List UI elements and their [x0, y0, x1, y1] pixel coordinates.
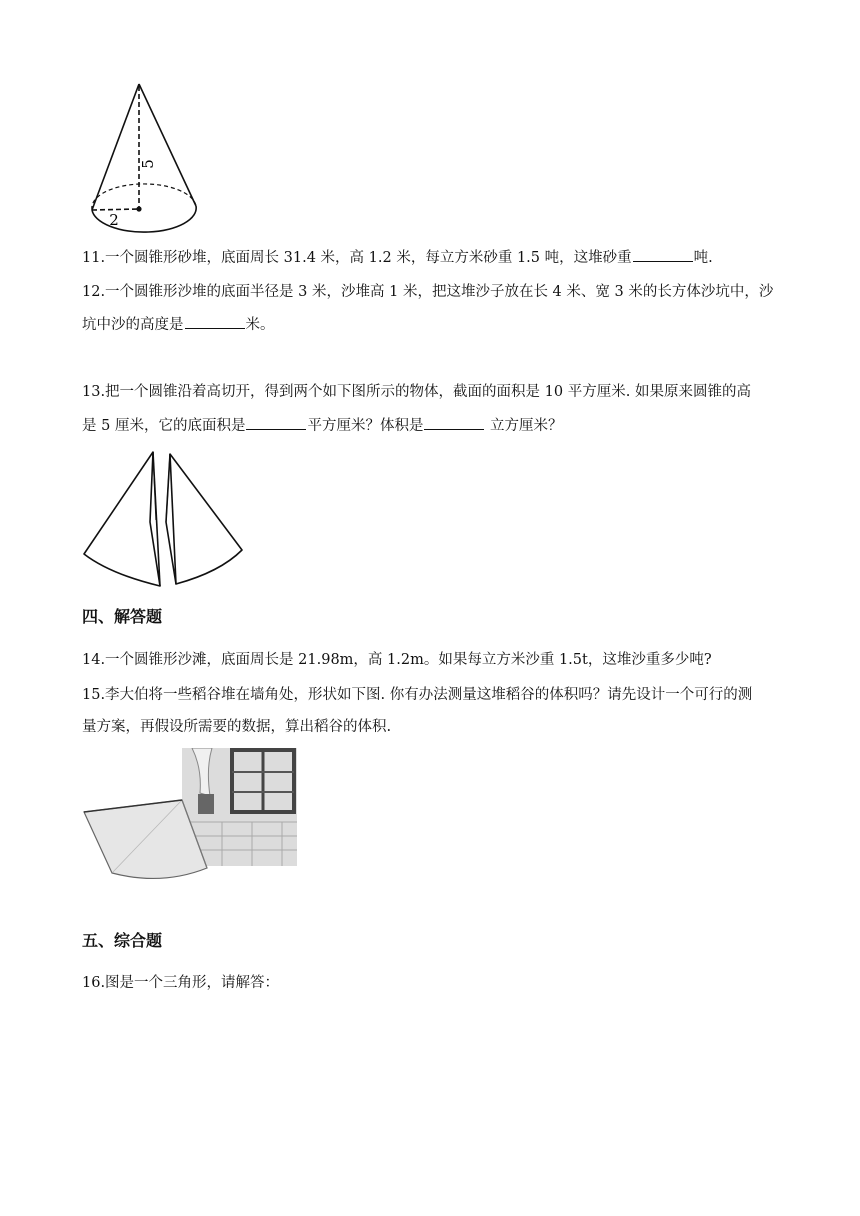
answer-blank [633, 247, 693, 262]
question-14: 14.一个圆锥形沙滩，底面周长是 21.98m，高 1.2m。如果每立方米沙重 1.5t，这堆沙重多少吨? [82, 652, 712, 668]
question-13-line1: 13.把一个圆锥沿着高切开，得到两个如下图所示的物体，截面的面积是 10 平方厘米. 如果原来圆锥的高 [82, 384, 751, 400]
question-11 [82, 247, 713, 268]
question-12-line1: 12.一个圆锥形沙堆的底面半径是 3 米，沙堆高 1 米，把这堆沙子放在长 4 米、宽 3 米的长方体沙坑中，沙 [82, 284, 774, 300]
question-13-text-c: 立方厘米？ [485, 418, 563, 434]
cone-figure [84, 78, 214, 238]
question-11-unit: 吨. [693, 250, 713, 266]
question-12-unit: 米。 [245, 317, 275, 333]
section-4-heading: 四、解答题 [82, 607, 163, 626]
question-16: 16.图是一个三角形，请解答： [82, 975, 280, 991]
question-12-line2 [82, 314, 275, 335]
answer-blank [424, 415, 484, 430]
question-15-line1: 15.李大伯将一些稻谷堆在墙角处，形状如下图. 你有办法测量这堆稻谷的体积吗？请先设计一个可行的测 [82, 687, 753, 703]
question-13-text-b: 平方厘米？体积是 [307, 418, 424, 434]
answer-blank [246, 415, 306, 430]
answer-blank [185, 314, 245, 329]
question-15-line2: 量方案，再假设所需要的数据，算出稻谷的体积. [82, 719, 392, 735]
cone-height-label: 5 [139, 159, 157, 169]
question-13-line2 [82, 415, 563, 436]
question-13-text-a: 是 5 厘米，它的底面积是 [82, 418, 246, 434]
question-12-text: 坑中沙的高度是 [82, 317, 184, 333]
question-11-text: 11.一个圆锥形砂堆，底面周长 31.4 米，高 1.2 米，每立方米砂重 1.5 吨，这堆砂重 [82, 250, 632, 266]
cone-radius-label: 2 [109, 211, 119, 229]
split-cone-figure [80, 450, 250, 590]
grain-pile-figure [82, 748, 302, 888]
section-5-heading: 五、综合题 [82, 931, 163, 950]
